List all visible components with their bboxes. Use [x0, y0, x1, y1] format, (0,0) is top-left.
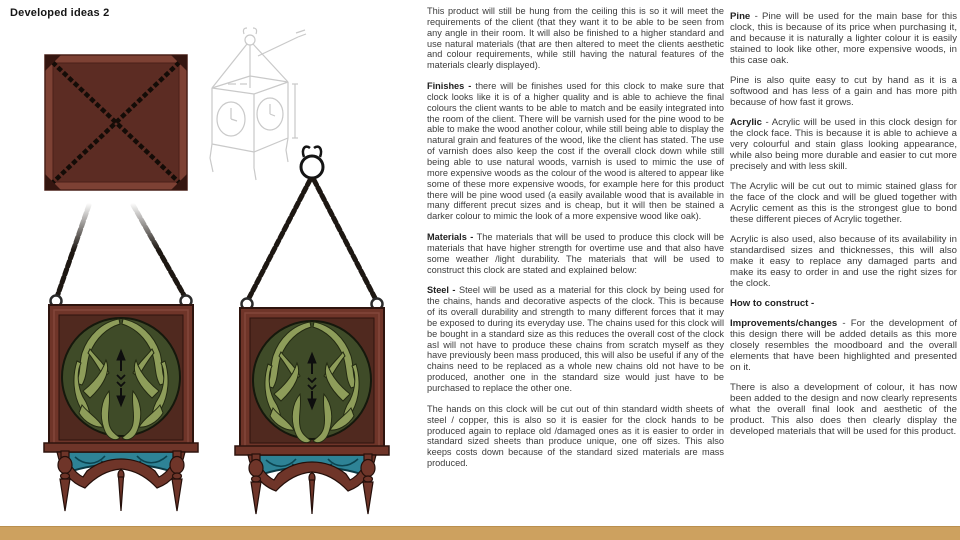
paragraph-text: There is also a development of colour, it has now been added to the design and now clearly represents what the overall final look and aesthetic of the product. This also does then clearly display the developed materials that will be used for this product.: [730, 382, 957, 437]
paragraph-text: The hands on this clock will be cut out of thin standard width sheets of steel / copper, this is also so it is easier for the clock hands to be produced again to replace old /damaged ones as it is easier to order in standard sized sheets than produce unique, one off sizes. This also keeps costs down because of the standard sized materials are mass produced.: [427, 403, 724, 469]
paragraph-acrylic: [730, 117, 957, 172]
paragraph-improvements: [730, 318, 957, 373]
paragraph-text: The Acrylic will be cut out to mimic stained glass for the face of the clock and will be glued together with Acrylic cement as this is the strongest glue to bond these different pieces of Acrylic together.: [730, 181, 957, 225]
paragraph-text: Steel will be used as a material for this clock by being used for the chains, hands and decorative aspects of the clock. This is because of its overall durability and strength to many different forces that it may be exposed to during its everyday use. The chains used for this clock will be bought in a standard size as this reduces the overall cost of the clock asI will not have to produce these chains from scratch myself as they have previously been mass produced, this will also be useful if any of the chains need to be replaced as a whole new chains old not have to be produced, another one in the standard size would just have to be purchased to replace the other one.: [427, 285, 724, 393]
square-back-panel-illustration: [45, 55, 187, 190]
page-title: Developed ideas 2: [10, 7, 110, 19]
paragraph-pine-2: [730, 75, 957, 108]
paragraph-lead: How to construct -: [730, 298, 815, 309]
paragraph-text: The materials that will be used to produce this clock will be materials that have higher strength for overtime use and that also have some weather /light durability. The materials that will be used to construct this clock are stated and explained below:: [427, 232, 724, 275]
paragraph-text: Pine is also quite easy to cut by hand as it is a softwood and has less of a gain and has more pith because of how fast it grows.: [730, 75, 957, 108]
paragraph-text: Acrylic is also used, also because of its availability in standardised sizes and thicknesses, this will also make it easy to replace any damaged parts and make its easy to order in and use the right sizes for the clock.: [730, 234, 957, 289]
middle-text-column: [427, 6, 724, 479]
bottom-accent-bar: [0, 526, 960, 540]
paragraph-lead: Steel -: [427, 285, 459, 296]
paragraph-text: - Acrylic will be used in this clock design for the clock face. This is because it is able to achieve a very colourful and stain glass looking appearance, while also being more durable and easier to cut more precisely and with less skill.: [730, 117, 957, 172]
right-text-column: [730, 11, 957, 446]
paragraph-text: - Pine will be used for the main base for this clock, this is because of its price when purchasing it, and because it is naturally a lighter colour it is easily stained to look like other, more expensive woods, in this case oak.: [730, 11, 957, 66]
hanging-clock-right-illustration: [235, 147, 389, 514]
paragraph-acrylic-3: [730, 234, 957, 289]
paragraph-intro: [427, 6, 724, 71]
paragraph-lead: Acrylic: [730, 117, 762, 128]
paragraph-acrylic-2: [730, 181, 957, 225]
paragraph-colour-development: [730, 382, 957, 437]
paragraph-text: This product will still be hung from the ceiling this is so it will meet the requirements of the client (that they want it to be able to be seen from any angle in their room. It will also be finished to a higher standard and use natural materials (that are then altered to meet the clients aesthetic and colour requirements, while still having the natural features of the materials clearly displayed).: [427, 6, 724, 71]
paragraph-lead: Improvements/changes: [730, 318, 838, 329]
pencil-sketch-illustration: [210, 28, 306, 180]
chain: [57, 205, 185, 297]
design-illustrations: [0, 0, 420, 527]
paragraph-hands: [427, 404, 724, 469]
hanging-clock-left-illustration: [44, 205, 198, 511]
paragraph-lead: Pine: [730, 11, 751, 22]
paragraph-lead: Materials -: [427, 232, 477, 243]
paragraph-steel: [427, 285, 724, 393]
paragraph-text: - For the development of this design there will be added details as this more closely resembles the moodboard and the overall elements that have been highlighted and presented on it.: [730, 318, 957, 373]
paragraph-finishes: [427, 81, 724, 222]
hook-ring-icon: [301, 147, 323, 178]
chain: [248, 180, 376, 300]
paragraph-lead: Finishes -: [427, 81, 476, 92]
paragraph-materials: [427, 232, 724, 275]
paragraph-text: there will be finishes used for this clock to make sure that clock looks like it is of a higher quality and is able to achieve the final colours the client wants to be able to match and be easily integrated into the room of the client. There will be varnish used for the pine wood to be able to make the wood another colour, while still being able to display the natural grain and features of the wood, like the client has stated. The use of varnish does also keep the cost if the overall clock down while still being able to use natural woods, varnish is used to mimic the use of more expensive woods as the colour of the wood is altered to appear like some of these more expensive woods, for example here for this product there will be pine wood used (a easily available wood that is available in many different precut sizes and is cheap, but it will then be stained a darker colour to mimic the look of a more expensive wood like oak).: [427, 81, 724, 222]
paragraph-how-to-construct: [730, 298, 957, 309]
paragraph-pine: [730, 11, 957, 66]
